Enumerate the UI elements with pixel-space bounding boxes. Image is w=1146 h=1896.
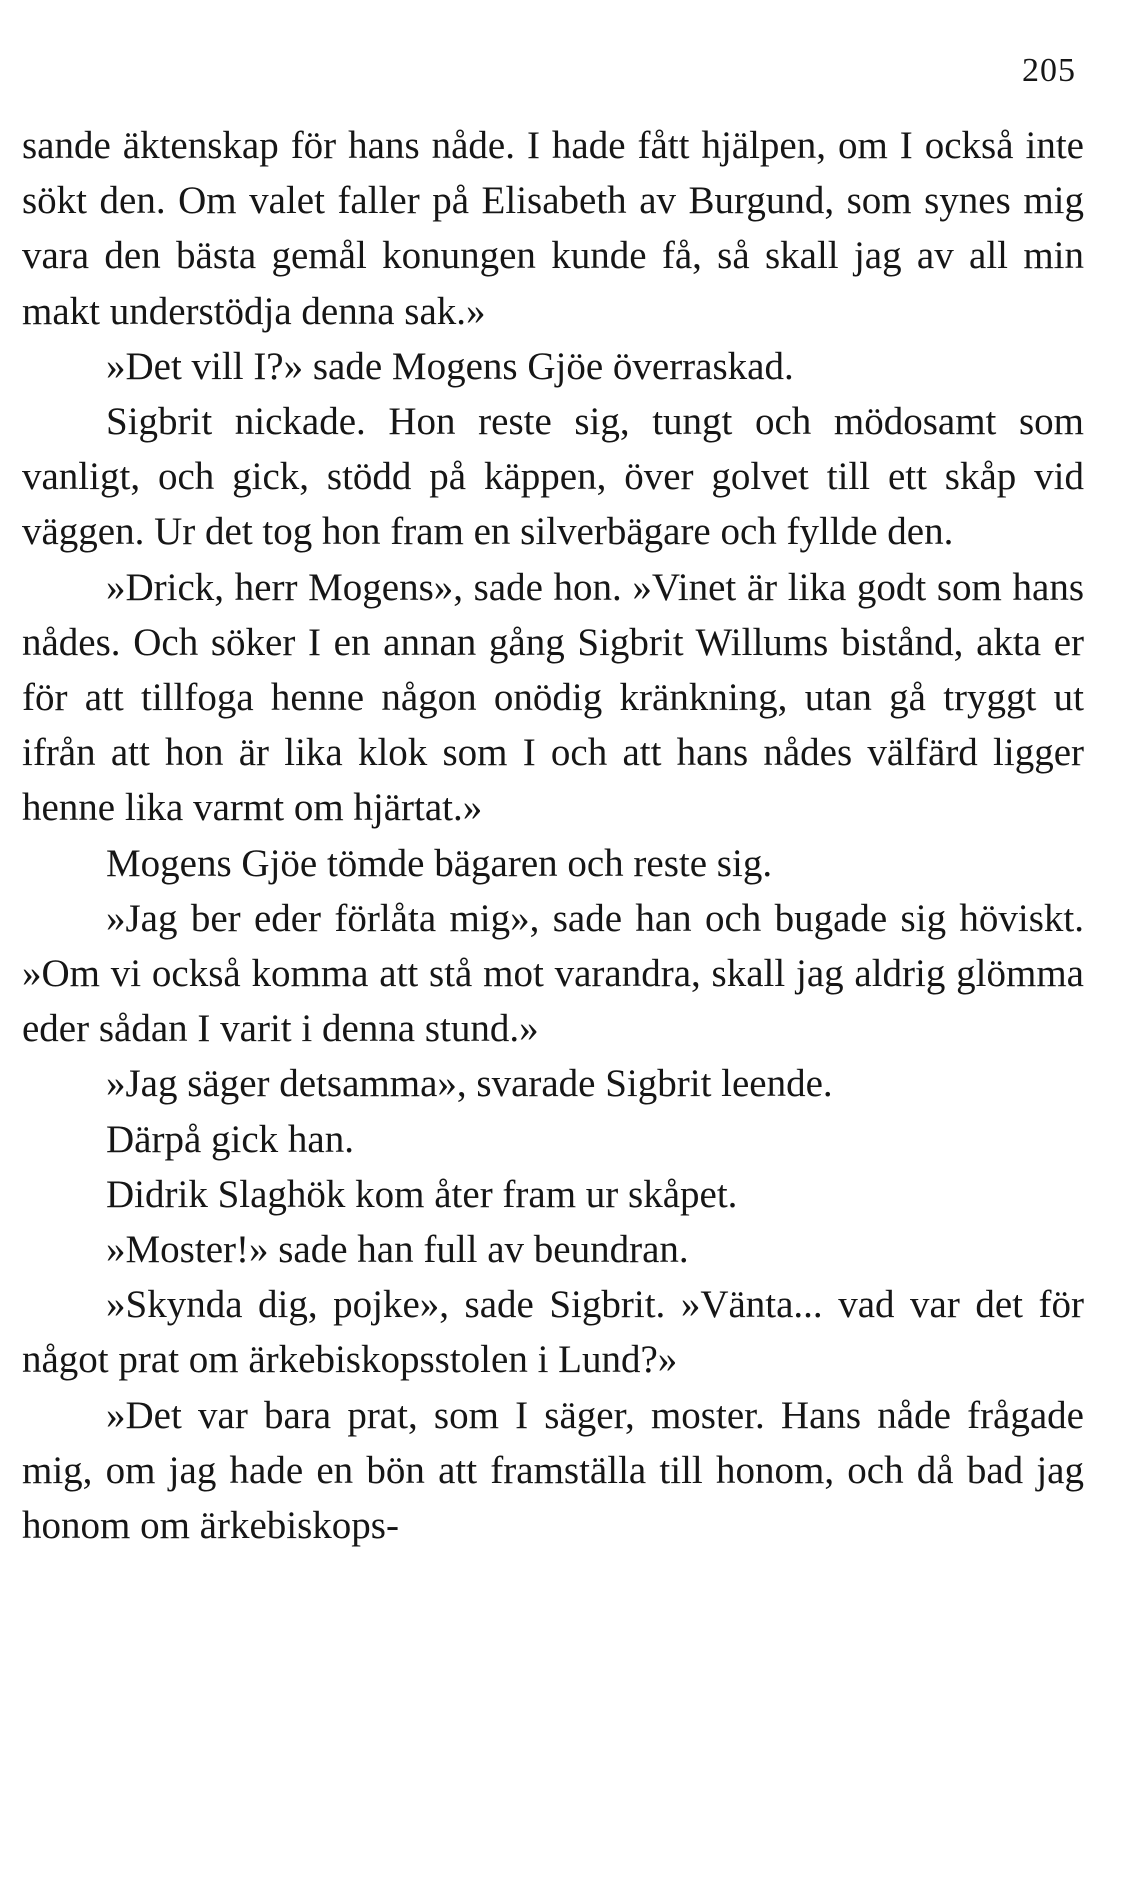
paragraph-8: Därpå gick han.: [106, 1117, 354, 1161]
paragraph-11: »Skynda dig, pojke», sade Sigbrit. »Vänta... vad var det för något prat om ärkebiskopsstolen i Lund?»: [22, 1283, 1084, 1382]
paragraph-5: Mogens Gjöe tömde bägaren och reste sig.: [106, 841, 773, 885]
paragraph-4: »Drick, herr Mogens», sade hon. »Vinet är lika godt som hans nådes. Och söker I en annan gång Sigbrit Willums bistånd, akta er för att tillfoga henne någon onödig kränkning, utan gå tryggt ut ifrån att hon är lika klok som I och att hans nådes välfärd ligger henne lika varmt om hjärtat.»: [22, 565, 1084, 830]
paragraph-3: Sigbrit nickade. Hon reste sig, tungt och mödosamt som vanligt, och gick, stödd på käppen, över golvet till ett skåp vid väggen. Ur det tog hon fram en silverbägare och fyllde den.: [22, 400, 1084, 554]
paragraph-1: sande äktenskap för hans nåde. I hade fått hjälpen, om I också inte sökt den. Om valet faller på Elisabeth av Burgund, som synes mig vara den bästa gemål konungen kunde få, så skall jag av all min makt understödja denna sak.»: [22, 124, 1084, 333]
paragraph-12: »Det var bara prat, som I säger, moster. Hans nåde frågade mig, om jag hade en bön att framställa till honom, och då bad jag honom om ärkebiskops-: [22, 1393, 1084, 1548]
paragraph-7: »Jag säger detsamma», svarade Sigbrit leende.: [106, 1062, 833, 1106]
paragraph-2: »Det vill I?» sade Mogens Gjöe överraskad.: [106, 344, 794, 388]
page-number: 205: [1022, 52, 1076, 89]
paragraph-9: Didrik Slaghök kom åter fram ur skåpet.: [106, 1172, 738, 1216]
paragraph-10: »Moster!» sade han full av beundran.: [106, 1228, 689, 1272]
body-text: [22, 118, 1084, 1553]
paragraph-6: »Jag ber eder förlåta mig», sade han och bugade sig höviskt. »Om vi också komma att stå mot varandra, skall jag aldrig glömma eder sådan I varit i denna stund.»: [22, 896, 1084, 1051]
